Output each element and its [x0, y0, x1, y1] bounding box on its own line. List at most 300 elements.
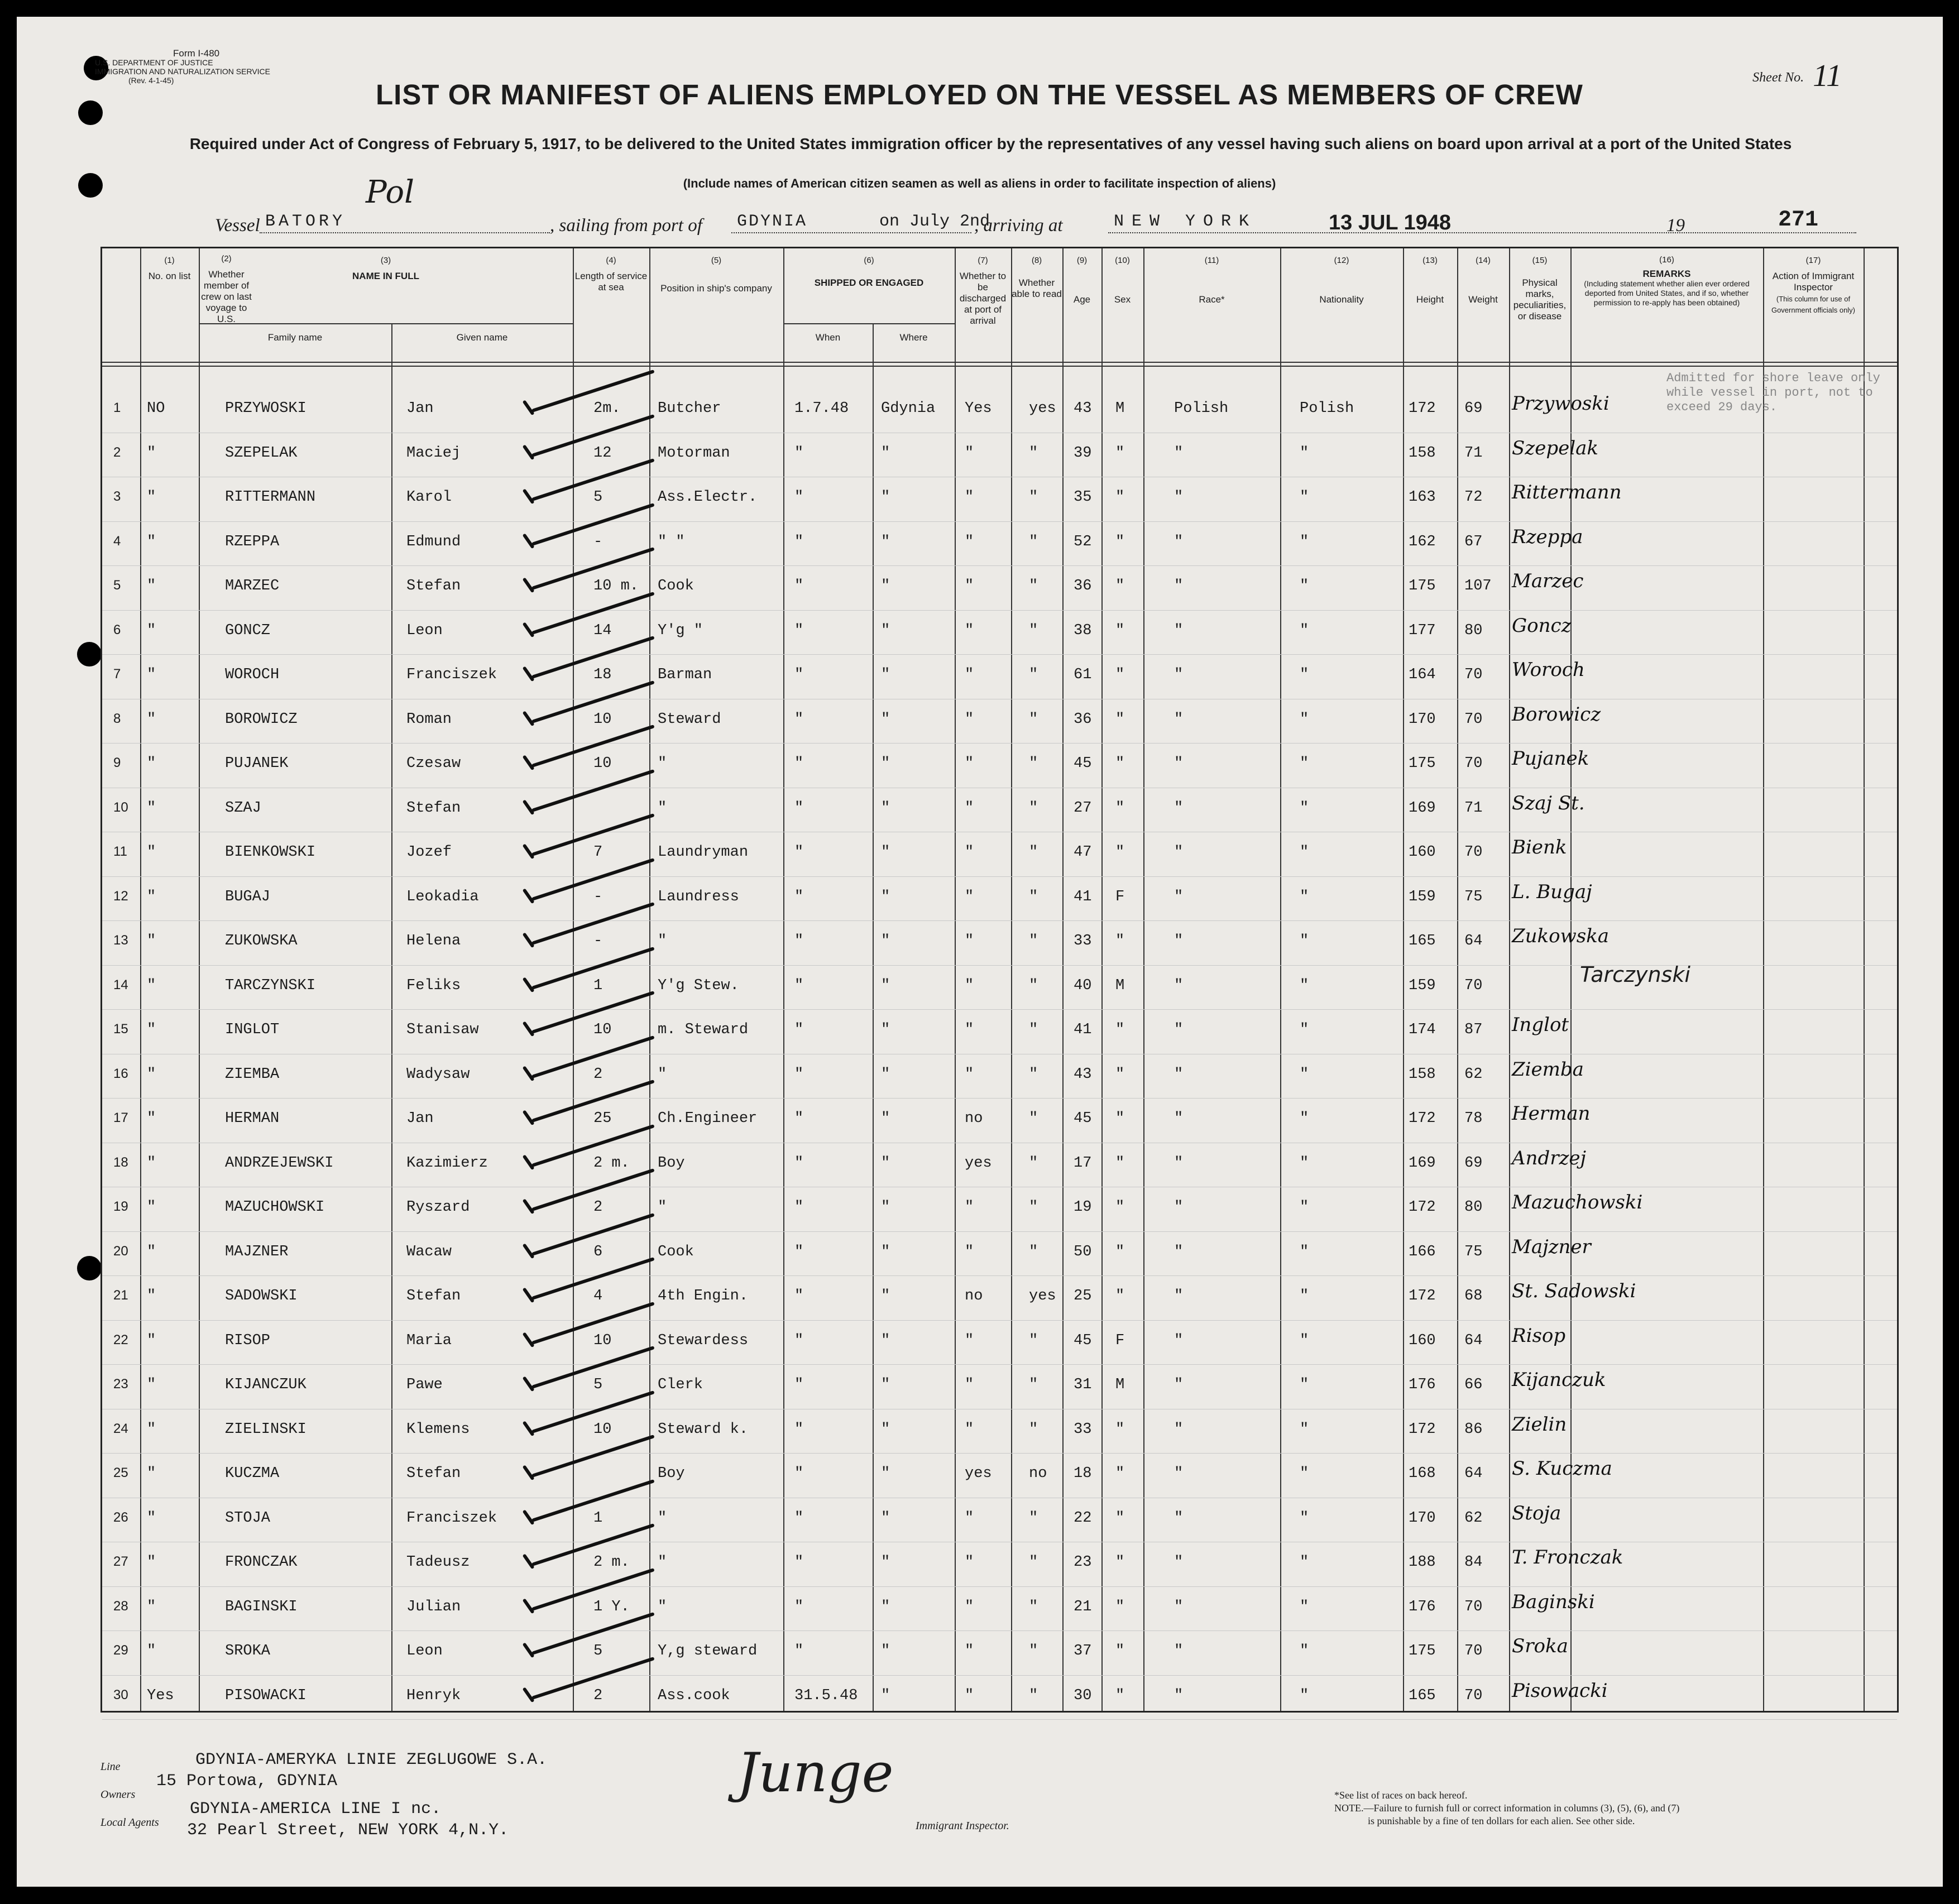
header-read: (8) Whether able to read: [1012, 256, 1062, 299]
row-no: 19: [113, 1199, 128, 1214]
row-height: 188: [1409, 1554, 1436, 1571]
row-discharged: ": [965, 1509, 974, 1527]
header-family: Family name: [267, 332, 323, 343]
vessel-handwritten: Pol: [366, 174, 415, 210]
subtitle: Required under Act of Congress of February 5, 1917, to be delivered to the United States immigration officer by the representatives of any vessel having such aliens on board upon arrival at a port of the United States: [189, 135, 1792, 152]
row-race: ": [1174, 844, 1184, 861]
row-height: 163: [1409, 489, 1436, 506]
row-where: ": [881, 578, 890, 594]
row-family-name: PUJANEK: [225, 755, 289, 772]
row-position: Cook: [658, 1243, 694, 1260]
row-where: ": [881, 1643, 890, 1660]
row-discharged: no: [965, 1288, 983, 1304]
row-no: 17: [113, 1110, 128, 1125]
row-family-name: BUGAJ: [225, 888, 271, 905]
row-signature: Stoja: [1512, 1502, 1562, 1524]
row-given-name: Stefan: [406, 578, 461, 594]
row-no: 16: [113, 1066, 128, 1081]
row-read: ": [1029, 622, 1038, 639]
row-sex: ": [1115, 1509, 1125, 1527]
row-signature: Goncz: [1512, 614, 1572, 637]
row-family-name: PRZYWOSKI: [225, 400, 306, 417]
table-row: [102, 1542, 1897, 1583]
row-service: 25: [593, 1110, 612, 1127]
row-sex: ": [1115, 1421, 1125, 1438]
row-given-name: Leon: [406, 1643, 443, 1660]
row-where: Gdynia: [881, 400, 936, 417]
row-sex: M: [1115, 1377, 1125, 1393]
row-sex: M: [1115, 977, 1125, 994]
row-age: 31: [1074, 1377, 1092, 1393]
row-weight: 72: [1464, 489, 1483, 506]
row-last-voyage: ": [147, 1554, 156, 1571]
row-position: Clerk: [658, 1377, 703, 1393]
row-height: 172: [1409, 1421, 1436, 1438]
row-family-name: ANDRZEJEWSKI: [225, 1154, 334, 1172]
line-value: GDYNIA-AMERYKA LINIE ZEGLUGOWE S.A.: [195, 1750, 548, 1769]
row-read: ": [1029, 1687, 1038, 1704]
row-signature: Rittermann: [1512, 481, 1622, 503]
row-last-voyage: ": [147, 755, 156, 772]
row-read: yes: [1029, 400, 1056, 417]
row-where: ": [881, 755, 890, 772]
table-row: [102, 1675, 1897, 1716]
row-race: ": [1174, 1509, 1184, 1527]
row-when: ": [794, 711, 804, 728]
row-position: Cook: [658, 578, 694, 594]
table-row: [102, 521, 1897, 563]
row-age: 19: [1074, 1199, 1092, 1216]
row-last-voyage: ": [147, 444, 156, 462]
table-row: [102, 920, 1897, 962]
row-discharged: ": [965, 711, 974, 728]
row-when: ": [794, 489, 804, 506]
row-where: ": [881, 799, 890, 817]
table-row: [102, 1498, 1897, 1539]
row-where: ": [881, 1021, 890, 1038]
row-height: 177: [1409, 622, 1436, 639]
row-discharged: ": [965, 844, 974, 861]
header-service: (4) Length of service at sea: [574, 256, 648, 292]
row-weight: 107: [1464, 578, 1492, 594]
row-read: ": [1029, 444, 1038, 462]
row-height: 164: [1409, 666, 1436, 683]
row-position: Steward k.: [658, 1421, 749, 1438]
row-nationality: ": [1300, 1421, 1309, 1438]
row-height: 158: [1409, 444, 1436, 462]
row-no: 1: [113, 400, 121, 415]
row-discharged: yes: [965, 1465, 992, 1482]
row-last-voyage: ": [147, 1243, 156, 1260]
row-where: ": [881, 1199, 890, 1216]
row-sex: ": [1115, 799, 1125, 817]
vessel-label: Vessel: [215, 215, 260, 236]
row-when: ": [794, 1421, 804, 1438]
row-signature: Rzeppa: [1512, 525, 1583, 548]
row-family-name: ZUKOWSKA: [225, 933, 298, 949]
row-last-voyage: NO: [147, 400, 165, 417]
row-signature: Majzner: [1512, 1235, 1591, 1258]
row-given-name: Ryszard: [406, 1199, 470, 1216]
row-read: ": [1029, 666, 1038, 683]
row-discharged: ": [965, 755, 974, 772]
row-family-name: STOJA: [225, 1509, 271, 1527]
row-race: ": [1174, 1066, 1184, 1083]
row-age: 36: [1074, 578, 1092, 594]
row-no: 27: [113, 1554, 128, 1569]
row-signature: Marzec: [1512, 570, 1584, 592]
header-when: When: [815, 332, 841, 343]
row-position: Y,g steward: [658, 1643, 758, 1660]
row-weight: 69: [1464, 1154, 1483, 1172]
row-age: 30: [1074, 1687, 1092, 1704]
row-signature: Przywoski: [1512, 392, 1610, 415]
row-signature: Sroka: [1512, 1635, 1568, 1657]
row-last-voyage: ": [147, 578, 156, 594]
row-weight: 67: [1464, 533, 1483, 550]
row-age: 41: [1074, 888, 1092, 905]
row-family-name: RITTERMANN: [225, 489, 316, 506]
row-weight: 68: [1464, 1288, 1483, 1304]
row-when: ": [794, 1066, 804, 1083]
row-last-voyage: ": [147, 1021, 156, 1038]
row-last-voyage: ": [147, 1598, 156, 1615]
row-position: Boy: [658, 1465, 685, 1482]
row-sex: ": [1115, 622, 1125, 639]
row-nationality: ": [1300, 1243, 1309, 1260]
arrival-stamp: 13 JUL 1948: [1329, 211, 1452, 234]
table-row: [102, 1364, 1897, 1406]
table-row: [102, 1275, 1897, 1317]
row-given-name: Leokadia: [406, 888, 479, 905]
row-height: 159: [1409, 977, 1436, 994]
form-number: Form I-480: [173, 48, 220, 59]
row-family-name: SADOWSKI: [225, 1288, 298, 1304]
row-read: ": [1029, 1509, 1038, 1527]
row-no: 8: [113, 711, 121, 726]
row-sex: ": [1115, 844, 1125, 861]
row-last-voyage: ": [147, 977, 156, 994]
row-nationality: ": [1300, 1332, 1309, 1349]
row-discharged: ": [965, 1554, 974, 1571]
row-discharged: ": [965, 1243, 974, 1260]
page-title: LIST OR MANIFEST OF ALIENS EMPLOYED ON THE VESSEL AS MEMBERS OF CREW: [376, 79, 1583, 111]
row-when: ": [794, 1465, 804, 1482]
row-last-voyage: ": [147, 888, 156, 905]
row-last-voyage: ": [147, 711, 156, 728]
row-given-name: Tadeusz: [406, 1554, 470, 1571]
agents-label: Local Agents: [100, 1816, 159, 1829]
vessel-underline: [260, 232, 550, 233]
row-when: ": [794, 977, 804, 994]
table-row: [102, 788, 1897, 829]
owners-value: 15 Portowa, GDYNIA: [156, 1772, 338, 1791]
row-race: ": [1174, 933, 1184, 949]
arrival-underline: [1108, 232, 1856, 233]
row-age: 45: [1074, 1110, 1092, 1127]
row-position: Motorman: [658, 444, 730, 462]
row-height: 172: [1409, 1199, 1436, 1216]
row-where: ": [881, 489, 890, 506]
row-height: 162: [1409, 533, 1436, 550]
row-read: ": [1029, 755, 1038, 772]
year-label: 19: [1666, 215, 1685, 236]
row-weight: 64: [1464, 1332, 1483, 1349]
row-height: 172: [1409, 1288, 1436, 1304]
row-family-name: MAZUCHOWSKI: [225, 1199, 325, 1216]
table-row: [102, 433, 1897, 474]
row-nationality: ": [1300, 1066, 1309, 1083]
row-service: 4: [593, 1288, 603, 1304]
row-service: 14: [593, 622, 612, 639]
row-weight: 69: [1464, 400, 1483, 417]
row-position: " ": [658, 533, 685, 550]
row-height: 175: [1409, 755, 1436, 772]
row-read: ": [1029, 799, 1038, 817]
table-row: [102, 832, 1897, 873]
row-family-name: HERMAN: [225, 1110, 280, 1127]
row-nationality: ": [1300, 1687, 1309, 1704]
row-where: ": [881, 1243, 890, 1260]
row-age: 22: [1074, 1509, 1092, 1527]
row-when: ": [794, 622, 804, 639]
row-race: ": [1174, 1199, 1184, 1216]
row-sex: F: [1115, 888, 1125, 905]
row-no: 4: [113, 533, 121, 549]
arriving-label: , arriving at: [974, 215, 1063, 236]
row-position: ": [658, 1199, 667, 1216]
row-service: 1 Y.: [593, 1598, 630, 1615]
row-when: ": [794, 799, 804, 817]
row-rule: [102, 1719, 1897, 1720]
table-row: [102, 1143, 1897, 1184]
header-position: (5) Position in ship's company: [660, 256, 772, 294]
row-service: 2: [593, 1687, 603, 1704]
row-family-name: RZEPPA: [225, 533, 280, 550]
row-age: 61: [1074, 666, 1092, 683]
row-nationality: Polish: [1300, 400, 1354, 417]
row-when: ": [794, 1332, 804, 1349]
row-no: 26: [113, 1509, 128, 1525]
row-weight: 71: [1464, 799, 1483, 817]
punch-hole: [77, 1256, 102, 1280]
row-when: ": [794, 533, 804, 550]
row-weight: 80: [1464, 622, 1483, 639]
row-weight: 70: [1464, 711, 1483, 728]
row-family-name: TARCZYNSKI: [225, 977, 316, 994]
row-sex: ": [1115, 755, 1125, 772]
row-signature: Pujanek: [1512, 747, 1589, 770]
header-divider: [102, 362, 1897, 363]
row-nationality: ": [1300, 1021, 1309, 1038]
row-when: ": [794, 666, 804, 683]
row-position: ": [658, 1509, 667, 1527]
row-read: ": [1029, 844, 1038, 861]
row-when: ": [794, 888, 804, 905]
row-last-voyage: ": [147, 1465, 156, 1482]
row-signature: Szaj St.: [1512, 792, 1585, 814]
row-family-name: SZAJ: [225, 799, 261, 817]
row-given-name: Jozef: [406, 844, 452, 861]
row-age: 23: [1074, 1554, 1092, 1571]
row-signature: Baginski: [1512, 1590, 1595, 1613]
note-races: *See list of races on back hereof.: [1334, 1790, 1468, 1801]
row-age: 27: [1074, 799, 1092, 817]
row-read: ": [1029, 1554, 1038, 1571]
row-position: Boy: [658, 1154, 685, 1172]
row-age: 38: [1074, 622, 1092, 639]
row-where: ": [881, 666, 890, 683]
row-sex: ": [1115, 1465, 1125, 1482]
row-given-name: Feliks: [406, 977, 461, 994]
row-position: ": [658, 1066, 667, 1083]
row-read: ": [1029, 711, 1038, 728]
row-age: 36: [1074, 711, 1092, 728]
row-where: ": [881, 1288, 890, 1304]
row-last-voyage: ": [147, 1066, 156, 1083]
row-age: 43: [1074, 1066, 1092, 1083]
row-race: ": [1174, 1021, 1184, 1038]
inspector-signature: Junge: [737, 1742, 894, 1804]
row-when: 1.7.48: [794, 400, 849, 417]
row-given-name: Czesaw: [406, 755, 461, 772]
row-race: ": [1174, 533, 1184, 550]
row-race: ": [1174, 622, 1184, 639]
note-failure: NOTE.—Failure to furnish full or correct information in columns (3), (5), (6), and (7): [1334, 1802, 1680, 1814]
row-service: 10: [593, 1421, 612, 1438]
table-row: [102, 1009, 1897, 1051]
row-read: no: [1029, 1465, 1047, 1482]
row-signature: Andrzej: [1512, 1147, 1587, 1169]
row-sex: ": [1115, 666, 1125, 683]
row-signature: Pisowacki: [1512, 1679, 1608, 1702]
header-remarks: (16) REMARKS (Including statement whether alien ever ordered deported from United States, and if so, whether permission to re-apply has been obtained): [1584, 255, 1750, 307]
row-when: 31.5.48: [794, 1687, 858, 1704]
row-discharged: ": [965, 444, 974, 462]
row-sex: ": [1115, 1288, 1125, 1304]
row-position: Laundryman: [658, 844, 749, 861]
row-nationality: ": [1300, 622, 1309, 639]
row-service: 2: [593, 1066, 603, 1083]
row-race: ": [1174, 1243, 1184, 1260]
row-nationality: ": [1300, 578, 1309, 594]
agency-line1: U.S. DEPARTMENT OF JUSTICE: [95, 58, 213, 67]
row-service: 10 m.: [593, 578, 639, 594]
row-race: ": [1174, 666, 1184, 683]
header-shipped: (6) SHIPPED OR ENGAGED: [814, 256, 924, 288]
row-weight: 70: [1464, 755, 1483, 772]
row-last-voyage: ": [147, 799, 156, 817]
row-given-name: Jan: [406, 1110, 434, 1127]
row-race: ": [1174, 1554, 1184, 1571]
row-family-name: SROKA: [225, 1643, 271, 1660]
header-name: (3) NAME IN FULL: [352, 256, 419, 281]
row-when: ": [794, 1243, 804, 1260]
row-where: ": [881, 1465, 890, 1482]
row-where: ": [881, 444, 890, 462]
row-sex: M: [1115, 400, 1125, 417]
row-discharged: ": [965, 1021, 974, 1038]
row-weight: 64: [1464, 1465, 1483, 1482]
row-given-name: Stefan: [406, 1465, 461, 1482]
row-race: ": [1174, 444, 1184, 462]
row-race: ": [1174, 888, 1184, 905]
row-age: 39: [1074, 444, 1092, 462]
header-last-voyage: (2) Whether member of crew on last voyage to U.S.: [201, 254, 252, 324]
agency-line2: IMMIGRATION AND NATURALIZATION SERVICE: [95, 67, 270, 76]
row-discharged: ": [965, 489, 974, 506]
row-sex: ": [1115, 1021, 1125, 1038]
row-last-voyage: ": [147, 1509, 156, 1527]
row-signature: S. Kuczma: [1512, 1457, 1612, 1480]
row-given-name: Klemens: [406, 1421, 470, 1438]
row-last-voyage: ": [147, 489, 156, 506]
row-given-name: Kazimierz: [406, 1154, 488, 1172]
row-signature: T. Fronczak: [1512, 1546, 1623, 1569]
row-when: ": [794, 844, 804, 861]
row-discharged: ": [965, 799, 974, 817]
row-age: 45: [1074, 755, 1092, 772]
row-read: ": [1029, 933, 1038, 949]
table-row: [102, 1453, 1897, 1494]
row-when: ": [794, 1554, 804, 1571]
row-when: ": [794, 755, 804, 772]
inspector-label: Immigrant Inspector.: [916, 1820, 1009, 1832]
row-position: Laundress: [658, 888, 739, 905]
row-given-name: Stanisaw: [406, 1021, 479, 1038]
row-read: ": [1029, 1377, 1038, 1393]
row-race: Polish: [1174, 400, 1229, 417]
row-no: 24: [113, 1421, 128, 1436]
row-given-name: Roman: [406, 711, 452, 728]
row-nationality: ": [1300, 1509, 1309, 1527]
row-given-name: Franciszek: [406, 1509, 497, 1527]
row-family-name: FRONCZAK: [225, 1554, 298, 1571]
row-read: ": [1029, 1332, 1038, 1349]
row-race: ": [1174, 1465, 1184, 1482]
table-row: [102, 876, 1897, 918]
row-given-name: Henryk: [406, 1687, 461, 1704]
row-service: 12: [593, 444, 612, 462]
row-read: ": [1029, 1066, 1038, 1083]
row-race: ": [1174, 489, 1184, 506]
row-signature: Risop: [1512, 1324, 1566, 1347]
row-height: 168: [1409, 1465, 1436, 1482]
row-service: 5: [593, 1377, 603, 1393]
row-weight: 64: [1464, 933, 1483, 949]
row-age: 43: [1074, 400, 1092, 417]
row-age: 45: [1074, 1332, 1092, 1349]
row-last-voyage: ": [147, 1199, 156, 1216]
row-discharged: yes: [965, 1154, 992, 1172]
row-no: 18: [113, 1154, 128, 1170]
row-no: 3: [113, 489, 121, 504]
row-race: ": [1174, 1598, 1184, 1615]
row-no: 15: [113, 1021, 128, 1037]
row-discharged: ": [965, 1598, 974, 1615]
row-weight: 87: [1464, 1021, 1483, 1038]
row-when: ": [794, 1199, 804, 1216]
row-family-name: INGLOT: [225, 1021, 280, 1038]
row-discharged: ": [965, 977, 974, 994]
row-sex: ": [1115, 444, 1125, 462]
row-service: -: [593, 533, 603, 550]
header-discharged: (7) Whether to be discharged at port of arrival: [959, 256, 1007, 326]
sheet-label: Sheet No.: [1752, 70, 1804, 85]
row-discharged: ": [965, 1332, 974, 1349]
sailing-label: , sailing from port of: [550, 215, 702, 236]
row-height: 165: [1409, 933, 1436, 949]
